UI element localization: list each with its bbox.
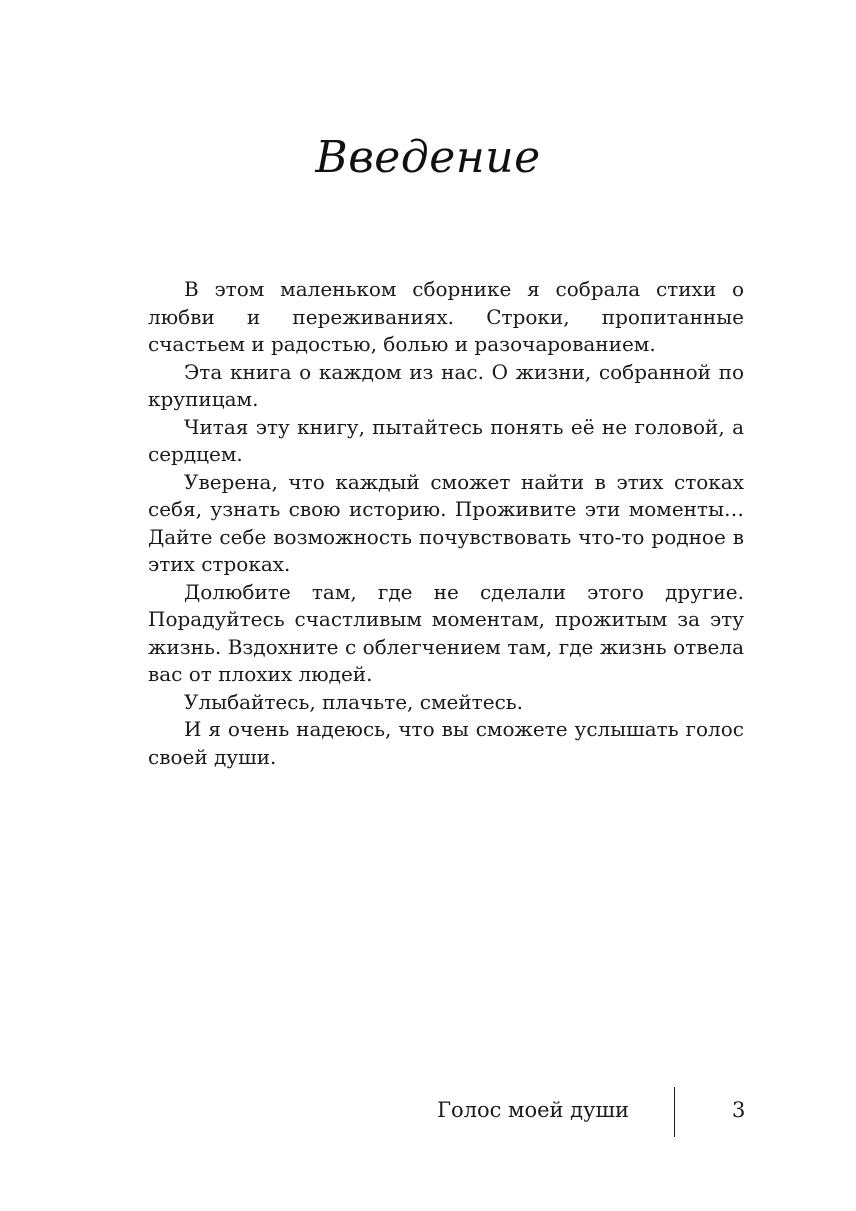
page-title: Введение: [315, 132, 541, 183]
footer-divider: [674, 1087, 675, 1137]
paragraph-1: В этом маленьком сборнике я собрала стихи о любви и переживаниях. Строки, пропитанные счастьем и радостью, болью и разочарованием.: [148, 277, 744, 356]
body-text: [148, 276, 744, 771]
paragraph-7: И я очень надеюсь, что вы сможете услышать голос своей души.: [148, 717, 744, 769]
running-footer-title: Голос моей души: [437, 1098, 629, 1122]
paragraph-3: Читая эту книгу, пытайтесь понять её не головой, а сердцем.: [148, 414, 744, 466]
paragraph-6: Улыбайтесь, плачьте, смейтесь.: [184, 689, 524, 714]
paragraph-4: Уверена, что каждый сможет найти в этих стоках себя, узнать свою историю. Проживите эти моменты… Дайте себе возможность почувствовать что-то родное в этих строках.: [148, 469, 744, 576]
paragraph-5: Долюбите там, где не сделали этого другие. Порадуйтесь счастливым моментам, прожитым за эту жизнь. Вздохните с облегчением там, где жизнь отвела вас от плохих людей.: [148, 579, 744, 686]
page-number: 3: [732, 1098, 746, 1122]
paragraph-2: Эта книга о каждом из нас. О жизни, собранной по крупицам.: [148, 359, 744, 411]
